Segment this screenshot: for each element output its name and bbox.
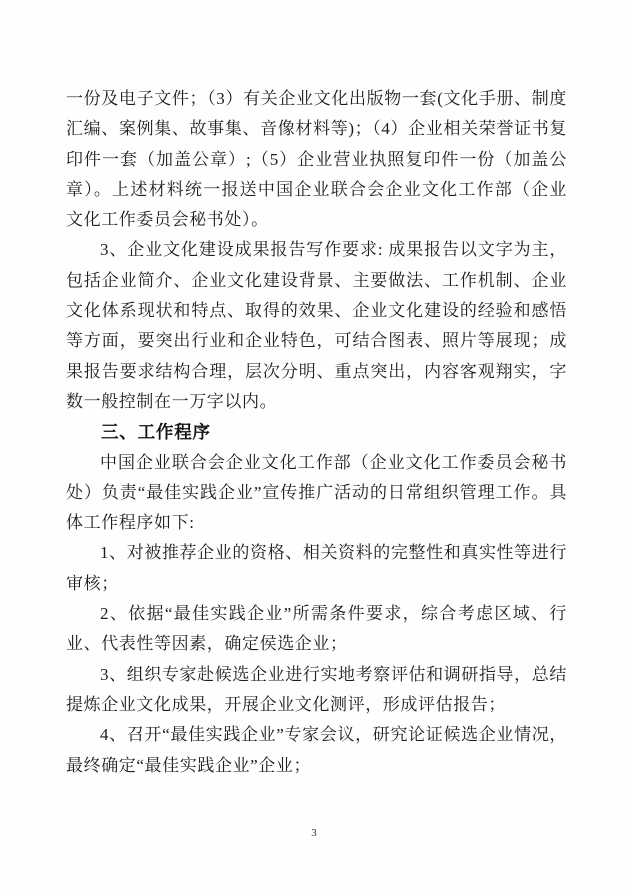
page-number: 3	[311, 827, 317, 839]
document-body	[66, 84, 567, 781]
list-item-step-4: 4、召开“最佳实践企业”专家会议，研究论证候选企业情况，最终确定“最佳实践企业”企业；	[66, 725, 567, 775]
section-heading-work-procedure: 三、工作程序	[101, 422, 211, 443]
paragraph-report-requirements: 3、企业文化建设成果报告写作要求: 成果报告以文字为主，包括企业简介、企业文化建设背景、主要做法、工作机制、企业文化体系现状和特点、取得的效果、企业文化建设的经验和感悟等方面，要突出行业和企业特色，可结合图表、照片等展现；成果报告要求结构合理，层次分明、重点突出，内容客观翔实，字数一般控制在一万字以内。	[66, 240, 567, 411]
list-item-step-1: 1、对被推荐企业的资格、相关资料的完整性和真实性等进行审核；	[66, 543, 567, 593]
paragraph-materials-continuation: 一份及电子文件；（3）有关企业文化出版物一套(文化手册、制度汇编、案例集、故事集、音像材料等)；（4）企业相关荣誉证书复印件一套（加盖公章）;（5）企业营业执照复印件一份（加盖公章）。上述材料统一报送中国企业联合会企业文化工作部（企业文化工作委员会秘书处）。	[66, 89, 567, 230]
list-item-step-3: 3、组织专家赴候选企业进行实地考察评估和调研指导，总结提炼企业文化成果，开展企业文化测评，形成评估报告；	[66, 664, 567, 714]
paragraph-procedure-intro: 中国企业联合会企业文化工作部（企业文化工作委员会秘书处）负责“最佳实践企业”宣传推广活动的日常组织管理工作。具体工作程序如下:	[66, 452, 567, 533]
list-item-step-2: 2、依据“最佳实践企业”所需条件要求，综合考虑区域、行业、代表性等因素，确定侯选企业；	[66, 604, 567, 654]
